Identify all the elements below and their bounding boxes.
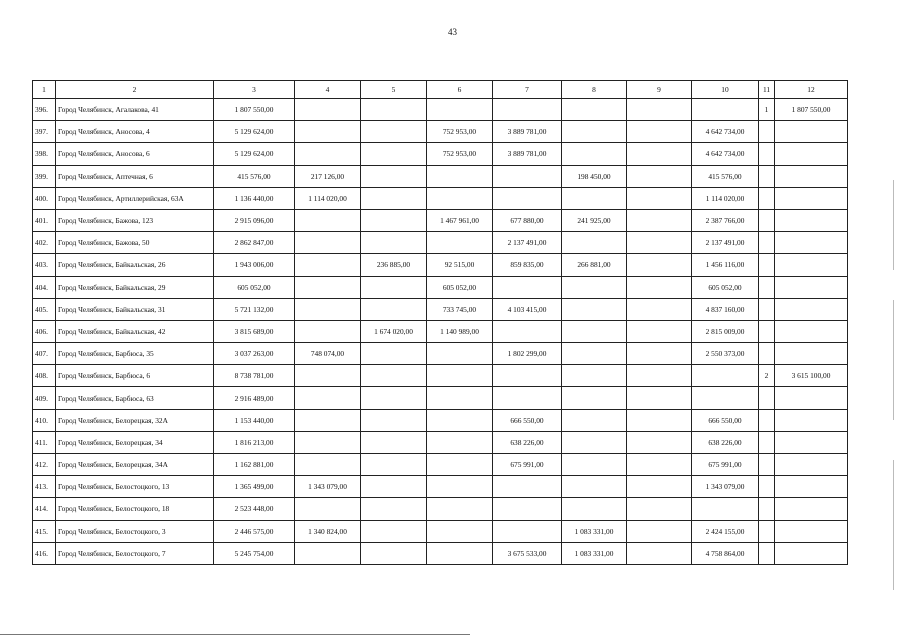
amount-cell: 1 136 440,00 (214, 187, 295, 209)
amount-cell: 4 758 864,00 (692, 542, 759, 564)
table-row (33, 498, 848, 520)
amount-cell (775, 387, 848, 409)
row-number: 411. (33, 431, 56, 453)
count-cell (759, 187, 775, 209)
amount-cell (361, 298, 427, 320)
table-row (33, 276, 848, 298)
amount-cell (493, 498, 562, 520)
amount-cell (627, 276, 692, 298)
row-number: 398. (33, 143, 56, 165)
amount-cell (427, 498, 493, 520)
amount-cell (361, 365, 427, 387)
amount-cell (427, 365, 493, 387)
amount-cell (493, 99, 562, 121)
amount-cell: 4 642 734,00 (692, 143, 759, 165)
amount-cell: 5 721 132,00 (214, 298, 295, 320)
amount-cell: 748 074,00 (295, 343, 361, 365)
amount-cell: 1 340 824,00 (295, 520, 361, 542)
count-cell (759, 520, 775, 542)
column-header: 8 (562, 81, 627, 99)
amount-cell (562, 343, 627, 365)
column-header: 3 (214, 81, 295, 99)
amount-cell: 8 738 781,00 (214, 365, 295, 387)
amount-cell: 3 889 781,00 (493, 143, 562, 165)
amount-cell (627, 298, 692, 320)
row-number: 402. (33, 232, 56, 254)
amount-cell (493, 276, 562, 298)
amount-cell: 752 953,00 (427, 143, 493, 165)
amount-cell (361, 431, 427, 453)
amount-cell (627, 232, 692, 254)
amount-cell: 3 675 533,00 (493, 542, 562, 564)
address-cell: Город Челябинск, Байкальская, 42 (56, 320, 214, 342)
column-header: 10 (692, 81, 759, 99)
amount-cell (627, 209, 692, 231)
amount-cell: 92 515,00 (427, 254, 493, 276)
amount-cell (427, 542, 493, 564)
address-cell: Город Челябинск, Белостоцкого, 13 (56, 476, 214, 498)
amount-cell (427, 454, 493, 476)
address-cell: Город Челябинск, Аносова, 6 (56, 143, 214, 165)
amount-cell (427, 187, 493, 209)
amount-cell (361, 99, 427, 121)
column-header: 4 (295, 81, 361, 99)
address-cell: Город Челябинск, Артиллерийская, 63А (56, 187, 214, 209)
amount-cell (493, 320, 562, 342)
table-row (33, 187, 848, 209)
amount-cell: 2 446 575,00 (214, 520, 295, 542)
amount-cell (775, 409, 848, 431)
amount-cell (295, 387, 361, 409)
amount-cell (775, 254, 848, 276)
amount-cell: 1 153 440,00 (214, 409, 295, 431)
amount-cell (627, 99, 692, 121)
amount-cell: 1 162 881,00 (214, 454, 295, 476)
amount-cell (692, 498, 759, 520)
amount-cell (295, 143, 361, 165)
table-row (33, 409, 848, 431)
address-cell: Город Челябинск, Агалакова, 41 (56, 99, 214, 121)
amount-cell (361, 187, 427, 209)
amount-cell (427, 520, 493, 542)
amount-cell (361, 209, 427, 231)
amount-cell: 605 052,00 (214, 276, 295, 298)
row-number: 409. (33, 387, 56, 409)
address-cell: Город Челябинск, Аносова, 4 (56, 121, 214, 143)
table-row (33, 454, 848, 476)
row-number: 399. (33, 165, 56, 187)
column-header: 11 (759, 81, 775, 99)
count-cell (759, 254, 775, 276)
amount-cell (627, 542, 692, 564)
amount-cell (427, 387, 493, 409)
amount-cell (627, 409, 692, 431)
amount-cell (775, 542, 848, 564)
amount-cell (427, 232, 493, 254)
count-cell (759, 121, 775, 143)
amount-cell (493, 187, 562, 209)
address-cell: Город Челябинск, Аптечная, 6 (56, 165, 214, 187)
amount-cell (775, 187, 848, 209)
amount-cell (627, 387, 692, 409)
amount-cell: 733 745,00 (427, 298, 493, 320)
amount-cell (361, 498, 427, 520)
amount-cell (562, 454, 627, 476)
address-cell: Город Челябинск, Белостоцкого, 3 (56, 520, 214, 542)
amount-cell: 605 052,00 (692, 276, 759, 298)
amount-cell (361, 387, 427, 409)
amount-cell (627, 454, 692, 476)
amount-cell: 1 114 020,00 (295, 187, 361, 209)
amount-cell: 2 424 155,00 (692, 520, 759, 542)
count-cell (759, 343, 775, 365)
amount-cell (627, 520, 692, 542)
amount-cell (295, 254, 361, 276)
amount-cell: 5 245 754,00 (214, 542, 295, 564)
amount-cell (295, 431, 361, 453)
address-cell: Город Челябинск, Барбюса, 35 (56, 343, 214, 365)
amount-cell (627, 498, 692, 520)
scan-edge-mark (893, 180, 894, 270)
address-cell: Город Челябинск, Бажова, 50 (56, 232, 214, 254)
scan-edge-mark (893, 300, 894, 420)
amount-cell (627, 365, 692, 387)
amount-cell (295, 99, 361, 121)
row-number: 410. (33, 409, 56, 431)
scan-edge-mark (893, 460, 894, 590)
amount-cell (295, 365, 361, 387)
address-cell: Город Челябинск, Бажова, 123 (56, 209, 214, 231)
row-number: 414. (33, 498, 56, 520)
table-row (33, 431, 848, 453)
column-header: 6 (427, 81, 493, 99)
amount-cell (775, 276, 848, 298)
amount-cell (493, 476, 562, 498)
row-number: 416. (33, 542, 56, 564)
amount-cell: 1 083 331,00 (562, 520, 627, 542)
column-header: 12 (775, 81, 848, 99)
address-cell: Город Челябинск, Белорецкая, 32А (56, 409, 214, 431)
amount-cell (775, 232, 848, 254)
column-header: 9 (627, 81, 692, 99)
amount-cell: 3 889 781,00 (493, 121, 562, 143)
table-row (33, 99, 848, 121)
amount-cell (361, 454, 427, 476)
page-number: 43 (448, 27, 457, 37)
amount-cell (493, 520, 562, 542)
amount-cell: 2 916 489,00 (214, 387, 295, 409)
address-cell: Город Челябинск, Байкальская, 26 (56, 254, 214, 276)
count-cell (759, 476, 775, 498)
count-cell (759, 498, 775, 520)
count-cell: 1 (759, 99, 775, 121)
row-number: 396. (33, 99, 56, 121)
amount-cell (295, 542, 361, 564)
count-cell (759, 209, 775, 231)
amount-cell (775, 320, 848, 342)
amount-cell: 4 103 415,00 (493, 298, 562, 320)
amount-cell (775, 121, 848, 143)
amount-cell (295, 409, 361, 431)
amount-cell (427, 99, 493, 121)
amount-cell (562, 365, 627, 387)
table-header-row (33, 81, 848, 99)
amount-cell (562, 121, 627, 143)
amount-cell: 2 387 766,00 (692, 209, 759, 231)
amount-cell: 675 991,00 (493, 454, 562, 476)
amount-cell: 605 052,00 (427, 276, 493, 298)
row-number: 397. (33, 121, 56, 143)
count-cell (759, 165, 775, 187)
amount-cell (627, 343, 692, 365)
amount-cell (562, 476, 627, 498)
amount-cell (361, 143, 427, 165)
amount-cell (627, 143, 692, 165)
amount-cell: 677 880,00 (493, 209, 562, 231)
amount-cell (562, 498, 627, 520)
amount-cell: 752 953,00 (427, 121, 493, 143)
amount-cell: 5 129 624,00 (214, 121, 295, 143)
amount-cell (295, 232, 361, 254)
amount-cell (361, 409, 427, 431)
amount-cell: 4 642 734,00 (692, 121, 759, 143)
amount-cell: 1 140 989,00 (427, 320, 493, 342)
amount-cell (427, 431, 493, 453)
amount-cell: 4 837 160,00 (692, 298, 759, 320)
amount-cell: 415 576,00 (692, 165, 759, 187)
amount-cell: 1 114 020,00 (692, 187, 759, 209)
amount-cell (361, 343, 427, 365)
bottom-rule (0, 634, 470, 635)
address-cell: Город Челябинск, Байкальская, 29 (56, 276, 214, 298)
amount-cell (562, 320, 627, 342)
amount-cell (361, 476, 427, 498)
table-row (33, 520, 848, 542)
amount-cell (361, 165, 427, 187)
amount-cell (562, 387, 627, 409)
amount-cell (627, 187, 692, 209)
amount-cell: 415 576,00 (214, 165, 295, 187)
amount-cell (295, 498, 361, 520)
table-row (33, 232, 848, 254)
amount-cell (295, 454, 361, 476)
amount-cell (562, 409, 627, 431)
column-header: 2 (56, 81, 214, 99)
column-header: 1 (33, 81, 56, 99)
amount-cell (295, 209, 361, 231)
row-number: 408. (33, 365, 56, 387)
table-row (33, 209, 848, 231)
amount-cell (295, 298, 361, 320)
amount-cell (493, 165, 562, 187)
amount-cell (775, 431, 848, 453)
amount-cell: 1 807 550,00 (775, 99, 848, 121)
amount-cell (627, 254, 692, 276)
table-body (33, 81, 848, 565)
amount-cell: 2 815 009,00 (692, 320, 759, 342)
amount-cell (562, 187, 627, 209)
amount-cell: 2 862 847,00 (214, 232, 295, 254)
count-cell (759, 298, 775, 320)
row-number: 415. (33, 520, 56, 542)
amount-cell (493, 365, 562, 387)
table-row (33, 121, 848, 143)
count-cell (759, 409, 775, 431)
column-header: 7 (493, 81, 562, 99)
amount-cell: 2 137 491,00 (493, 232, 562, 254)
row-number: 405. (33, 298, 56, 320)
count-cell (759, 276, 775, 298)
table-row (33, 143, 848, 165)
amount-cell: 1 343 079,00 (295, 476, 361, 498)
amount-cell: 1 943 006,00 (214, 254, 295, 276)
amount-cell (627, 165, 692, 187)
amount-cell (692, 365, 759, 387)
amount-cell: 666 550,00 (493, 409, 562, 431)
amount-cell (427, 409, 493, 431)
amount-cell (427, 476, 493, 498)
address-cell: Город Челябинск, Барбюса, 6 (56, 365, 214, 387)
amount-cell (627, 121, 692, 143)
amount-cell: 1 365 499,00 (214, 476, 295, 498)
amount-cell (775, 498, 848, 520)
amount-cell: 1 456 116,00 (692, 254, 759, 276)
amount-cell: 217 126,00 (295, 165, 361, 187)
amount-cell (775, 143, 848, 165)
amount-cell: 1 807 550,00 (214, 99, 295, 121)
table-row (33, 254, 848, 276)
address-cell: Город Челябинск, Белостоцкого, 18 (56, 498, 214, 520)
amount-cell (562, 276, 627, 298)
amount-cell (361, 232, 427, 254)
amount-cell: 1 816 213,00 (214, 431, 295, 453)
row-number: 413. (33, 476, 56, 498)
amount-cell (692, 387, 759, 409)
amount-cell (361, 276, 427, 298)
amount-cell (627, 320, 692, 342)
amount-cell (562, 431, 627, 453)
table-row (33, 387, 848, 409)
amount-cell: 1 467 961,00 (427, 209, 493, 231)
table-row (33, 320, 848, 342)
amount-cell: 2 137 491,00 (692, 232, 759, 254)
amount-cell: 3 815 689,00 (214, 320, 295, 342)
count-cell (759, 387, 775, 409)
amount-cell: 1 802 299,00 (493, 343, 562, 365)
row-number: 412. (33, 454, 56, 476)
address-cell: Город Челябинск, Барбюса, 63 (56, 387, 214, 409)
amount-cell (295, 121, 361, 143)
table-row (33, 298, 848, 320)
count-cell (759, 542, 775, 564)
amount-cell (427, 165, 493, 187)
amount-cell (427, 343, 493, 365)
count-cell (759, 320, 775, 342)
amount-cell: 2 915 096,00 (214, 209, 295, 231)
amount-cell (775, 165, 848, 187)
count-cell (759, 431, 775, 453)
amount-cell (775, 454, 848, 476)
amount-cell (295, 320, 361, 342)
row-number: 400. (33, 187, 56, 209)
row-number: 401. (33, 209, 56, 231)
amount-cell (562, 298, 627, 320)
amount-cell: 266 881,00 (562, 254, 627, 276)
amount-cell: 1 083 331,00 (562, 542, 627, 564)
amount-cell (361, 121, 427, 143)
amount-cell (627, 431, 692, 453)
amount-cell: 241 925,00 (562, 209, 627, 231)
amount-cell: 859 835,00 (493, 254, 562, 276)
data-table (32, 80, 848, 565)
amount-cell (775, 520, 848, 542)
amount-cell: 236 885,00 (361, 254, 427, 276)
amount-cell (562, 99, 627, 121)
table-row (33, 343, 848, 365)
amount-cell: 2 550 373,00 (692, 343, 759, 365)
amount-cell (562, 143, 627, 165)
address-cell: Город Челябинск, Белорецкая, 34 (56, 431, 214, 453)
row-number: 403. (33, 254, 56, 276)
amount-cell (361, 520, 427, 542)
count-cell (759, 454, 775, 476)
amount-cell (493, 387, 562, 409)
table-row (33, 542, 848, 564)
amount-cell (295, 276, 361, 298)
amount-cell: 198 450,00 (562, 165, 627, 187)
row-number: 406. (33, 320, 56, 342)
table-row (33, 165, 848, 187)
amount-cell: 5 129 624,00 (214, 143, 295, 165)
amount-cell: 2 523 448,00 (214, 498, 295, 520)
amount-cell: 675 991,00 (692, 454, 759, 476)
amount-cell: 1 343 079,00 (692, 476, 759, 498)
amount-cell (775, 476, 848, 498)
table-row (33, 476, 848, 498)
amount-cell (775, 343, 848, 365)
address-cell: Город Челябинск, Байкальская, 31 (56, 298, 214, 320)
address-cell: Город Челябинск, Белостоцкого, 7 (56, 542, 214, 564)
amount-cell: 638 226,00 (493, 431, 562, 453)
column-header: 5 (361, 81, 427, 99)
amount-cell (361, 542, 427, 564)
address-cell: Город Челябинск, Белорецкая, 34А (56, 454, 214, 476)
amount-cell: 3 037 263,00 (214, 343, 295, 365)
amount-cell: 3 615 100,00 (775, 365, 848, 387)
amount-cell (692, 99, 759, 121)
amount-cell: 1 674 020,00 (361, 320, 427, 342)
amount-cell: 666 550,00 (692, 409, 759, 431)
table-row (33, 365, 848, 387)
amount-cell (627, 476, 692, 498)
amount-cell (562, 232, 627, 254)
count-cell (759, 232, 775, 254)
count-cell (759, 143, 775, 165)
row-number: 407. (33, 343, 56, 365)
amount-cell: 638 226,00 (692, 431, 759, 453)
row-number: 404. (33, 276, 56, 298)
amount-cell (775, 209, 848, 231)
amount-cell (775, 298, 848, 320)
count-cell: 2 (759, 365, 775, 387)
